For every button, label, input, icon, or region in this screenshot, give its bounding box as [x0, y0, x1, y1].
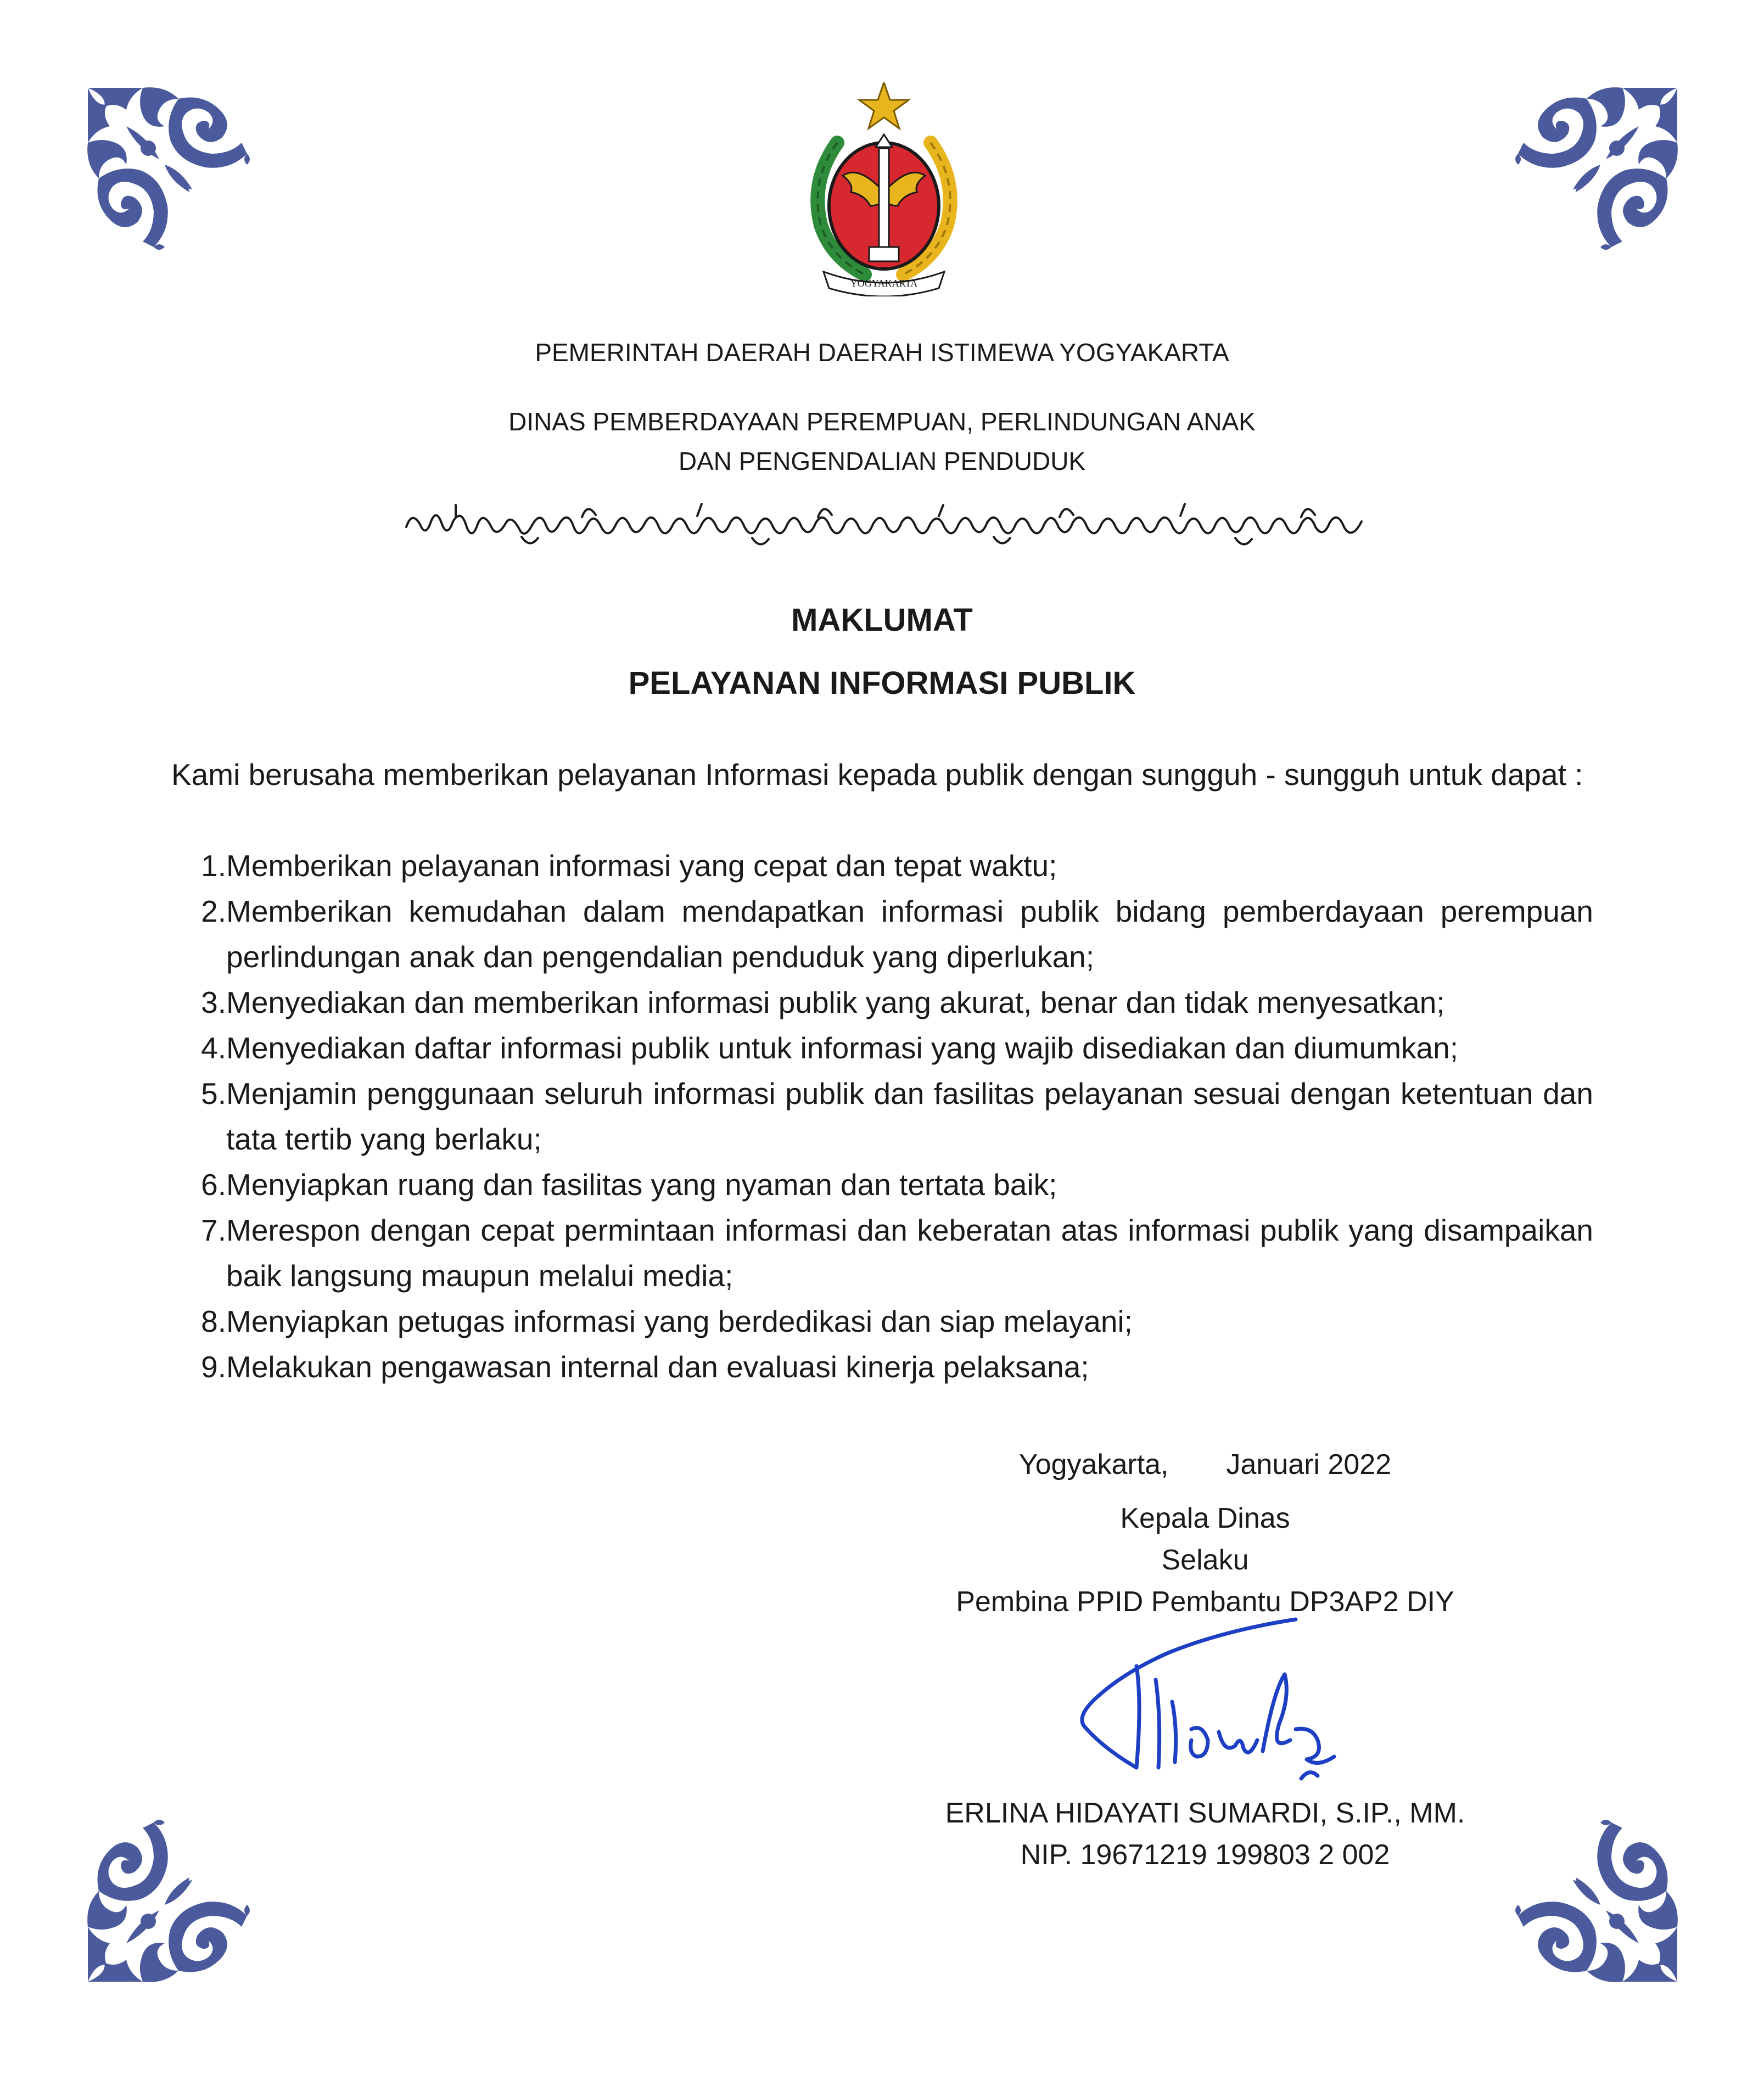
position-line-3: Pembina PPID Pembantu DP3AP2 DIY — [956, 1586, 1454, 1618]
list-item — [171, 1025, 1593, 1071]
list-item-number: 6. — [201, 1168, 226, 1202]
list-item-number: 8. — [201, 1304, 226, 1338]
list-item — [171, 1299, 1593, 1344]
handwritten-signature-icon — [1060, 1608, 1367, 1790]
list-item-text: Menjamin penggunaan seluruh informasi publik dan fasilitas pelayanan sesuai dengan ketentuan dan tata tertib yang berlaku; — [226, 1076, 1593, 1156]
signature-date: Januari 2022 — [1226, 1449, 1392, 1480]
list-item-text: Merespon dengan cepat permintaan informasi dan keberatan atas informasi publik yang disampaikan baik langsung maupun melalui media; — [226, 1213, 1593, 1293]
signature-city: Yogyakarta, — [1018, 1449, 1169, 1480]
list-item — [171, 1344, 1593, 1390]
document-title: MAKLUMAT — [791, 602, 973, 638]
list-item-number: 2. — [201, 894, 226, 928]
list-item-number: 7. — [201, 1213, 226, 1247]
list-item — [171, 980, 1593, 1025]
list-item-number: 3. — [201, 985, 226, 1019]
list-item-text: Memberikan pelayanan informasi yang cepat dan tepat waktu; — [226, 849, 1057, 883]
floral-corner-ornament-icon — [82, 1812, 258, 1987]
signature-block — [906, 1444, 1504, 1623]
list-item-text: Melakukan pengawasan internal dan evaluasi kinerja pelaksana; — [226, 1350, 1089, 1384]
list-item-text: Memberikan kemudahan dalam mendapatkan informasi publik bidang pemberdayaan perempuan perlindungan anak dan pengendalian penduduk yang diperlukan; — [226, 894, 1593, 974]
list-item-number: 9. — [201, 1350, 226, 1384]
list-item-text: Menyediakan daftar informasi publik untuk informasi yang wajib disediakan dan diumumkan; — [226, 1031, 1458, 1065]
date-line — [906, 1444, 1504, 1485]
floral-corner-ornament-icon — [82, 82, 258, 258]
list-item — [171, 1071, 1593, 1162]
list-item-number: 1. — [201, 849, 226, 883]
signer-nip: NIP. 19671219 199803 2 002 — [1020, 1839, 1390, 1871]
list-item-text: Menyediakan dan memberikan informasi publik yang akurat, benar dan tidak menyesatkan; — [226, 985, 1445, 1019]
list-item — [171, 1208, 1593, 1299]
commitment-list — [171, 843, 1593, 1390]
list-item-number: 4. — [201, 1031, 226, 1065]
intro-paragraph: Kami berusaha memberikan pelayanan Informasi kepada publik dengan sungguh - sungguh untuk dapat : — [171, 758, 1583, 792]
position-line-1: Kepala Dinas — [1120, 1502, 1290, 1534]
list-item — [171, 889, 1593, 980]
agency-name-line-2: DAN PENGENDALIAN PENDUDUK — [678, 447, 1086, 475]
agency-name-line-1: DINAS PEMBERDAYAAN PEREMPUAN, PERLINDUNGAN ANAK — [508, 407, 1256, 436]
floral-corner-ornament-icon — [1507, 82, 1683, 258]
list-item — [171, 843, 1593, 889]
list-item — [171, 1162, 1593, 1208]
signer-block — [906, 1792, 1504, 1876]
list-item-text: Menyiapkan petugas informasi yang berdedikasi dan siap melayani; — [226, 1304, 1133, 1338]
yogyakarta-coat-of-arms-icon — [799, 82, 969, 296]
position-line-2: Selaku — [1161, 1544, 1249, 1576]
javanese-script-line-icon — [401, 494, 1367, 554]
emblem-ribbon-text: YOGYAKARTA — [850, 278, 918, 289]
signer-name: ERLINA HIDAYATI SUMARDI, S.IP., MM. — [945, 1797, 1465, 1829]
government-name: PEMERINTAH DAERAH DAERAH ISTIMEWA YOGYAKARTA — [535, 338, 1229, 367]
floral-corner-ornament-icon — [1507, 1812, 1683, 1987]
list-item-number: 5. — [201, 1076, 226, 1111]
document-subtitle: PELAYANAN INFORMASI PUBLIK — [628, 665, 1136, 701]
list-item-text: Menyiapkan ruang dan fasilitas yang nyaman dan tertata baik; — [226, 1168, 1057, 1202]
